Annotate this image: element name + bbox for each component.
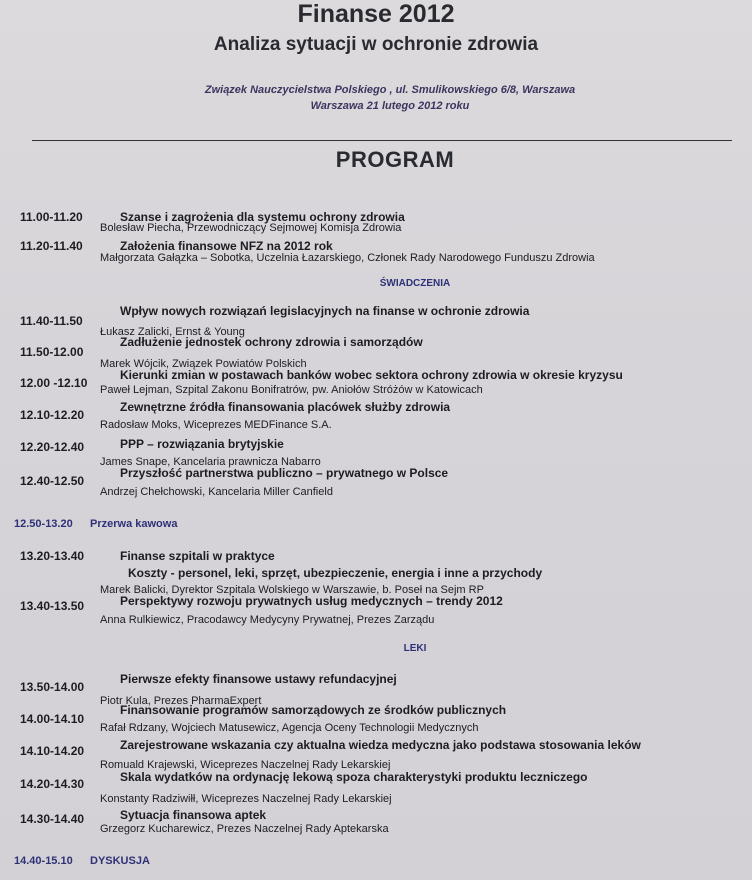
agenda-topic: Szanse i zagrożenia dla systemu ochrony zdrowia [120,210,405,224]
date-line: Warszawa 21 lutego 2012 roku [310,100,470,112]
agenda-speaker: Marek Balicki, Dyrektor Szpitala Wolskiego w Warszawie, b. Poseł na Sejm RP [100,584,484,596]
header-divider [32,140,732,141]
agenda-speaker: Marek Wójcik, Związek Powiatów Polskich [100,358,307,370]
agenda-speaker: Konstanty Radziwiłł, Wiceprezes Naczelnej Rady Lekarskiej [100,793,392,805]
agenda-topic: Zadłużenie jednostek ochrony zdrowia i samorządów [120,335,423,349]
agenda-time: 11.40-11.50 [20,314,83,328]
agenda-time: 12.40-12.50 [20,474,85,488]
agenda-speaker: Małgorzata Gałązka – Sobotka, Uczelnia Łazarskiego, Członek Rady Narodowego Funduszu Zdrowia [100,252,595,264]
agenda-speaker: James Snape, Kancelaria prawnicza Nabarro [100,456,321,468]
agenda-topic: Zarejestrowane wskazania czy aktualna wiedza medyczna jako podstawa stosowania leków [120,738,641,752]
agenda-topic: Założenia finansowe NFZ na 2012 rok [120,239,333,253]
agenda-time: 14.20-14.30 [20,777,85,791]
agenda-speaker: Łukasz Zalicki, Ernst & Young [100,326,245,338]
agenda-time: 11.00-11.20 [20,210,83,224]
document-subtitle: Analiza sytuacji w ochronie zdrowia [213,34,539,55]
agenda-time: 11.20-11.40 [20,239,83,253]
agenda-time: 12.00 -12.10 [20,376,88,390]
agenda-time: 14.10-14.20 [20,744,85,758]
discussion-time: 14.40-15.10 [14,855,73,867]
agenda-topic: Sytuacja finansowa aptek [120,808,267,822]
agenda-topic: Skala wydatków na ordynację lekową spoza charakterystyki produktu leczniczego [120,770,588,784]
organizer-line: Związek Nauczycielstwa Polskiego , ul. Smulikowskiego 6/8, Warszawa [204,84,576,96]
agenda-topic: Finanse szpitali w praktyce [120,549,275,563]
agenda-topic: Wpływ nowych rozwiązań legislacyjnych na finanse w ochronie zdrowia [120,304,530,318]
agenda-speaker: Rafał Rdzany, Wojciech Matusewicz, Agencja Oceny Technologii Medycznych [100,722,479,734]
agenda-speaker: Radosław Moks, Wiceprezes MEDFinance S.A. [100,419,332,431]
document-title: Finanse 2012 [297,0,455,28]
agenda-topic: Zewnętrzne źródła finansowania placówek służby zdrowia [120,400,451,414]
agenda-time: 13.40-13.50 [20,599,85,613]
agenda-topic: Kierunki zmian w postawach banków wobec sektora ochrony zdrowia w okresie kryzysu [120,368,623,382]
agenda-topic-detail: Koszty - personel, leki, sprzęt, ubezpieczenie, energia i inne a przychody [128,566,543,580]
program-heading: PROGRAM [335,147,455,172]
coffee-break-row [14,518,177,530]
break-time: 12.50-13.20 [14,518,73,530]
agenda-speaker: Andrzej Chełchowski, Kancelaria Miller Canfield [100,486,333,498]
agenda-topic: Pierwsze efekty finansowe ustawy refundacyjnej [120,672,397,686]
agenda-speaker: Bolesław Piecha, Przewodniczący Sejmowej Komisja Zdrowia [100,222,402,234]
agenda-time: 12.10-12.20 [20,408,85,422]
section-heading-swiadczenia: ŚWIADCZENIA [379,278,451,289]
agenda-time: 13.20-13.40 [20,549,85,563]
agenda-topic: Przyszłość partnerstwa publiczno – prywatnego w Polsce [120,466,449,480]
agenda-speaker: Anna Rulkiewicz, Pracodawcy Medycyny Prywatnej, Prezes Zarządu [100,614,435,626]
discussion-label: DYSKUSJA [90,855,150,867]
agenda-speaker: Paweł Lejman, Szpital Zakonu Bonifratrów, pw. Aniołów Stróżów w Katowicach [100,384,483,396]
agenda-topic: PPP – rozwiązania brytyjskie [120,437,284,451]
discussion-row [14,855,150,867]
agenda-speaker: Piotr Kula, Prezes PharmaExpert [100,695,262,707]
agenda-time: 14.00-14.10 [20,712,85,726]
agenda-speaker: Grzegorz Kucharewicz, Prezes Naczelnej Rady Aptekarska [100,823,389,835]
break-label: Przerwa kawowa [90,518,178,530]
agenda-time: 14.30-14.40 [20,812,85,826]
agenda-time: 13.50-14.00 [20,680,85,694]
agenda-topic: Perspektywy rozwoju prywatnych usług medycznych – trendy 2012 [120,594,503,608]
agenda-topic: Finansowanie programów samorządowych ze środków publicznych [120,703,507,717]
agenda-time: 12.20-12.40 [20,440,85,454]
section-heading-leki: LEKI [403,643,427,654]
agenda-speaker: Romuald Krajewski, Wiceprezes Naczelnej Rady Lekarskiej [100,759,391,771]
agenda-time: 11.50-12.00 [20,345,84,359]
